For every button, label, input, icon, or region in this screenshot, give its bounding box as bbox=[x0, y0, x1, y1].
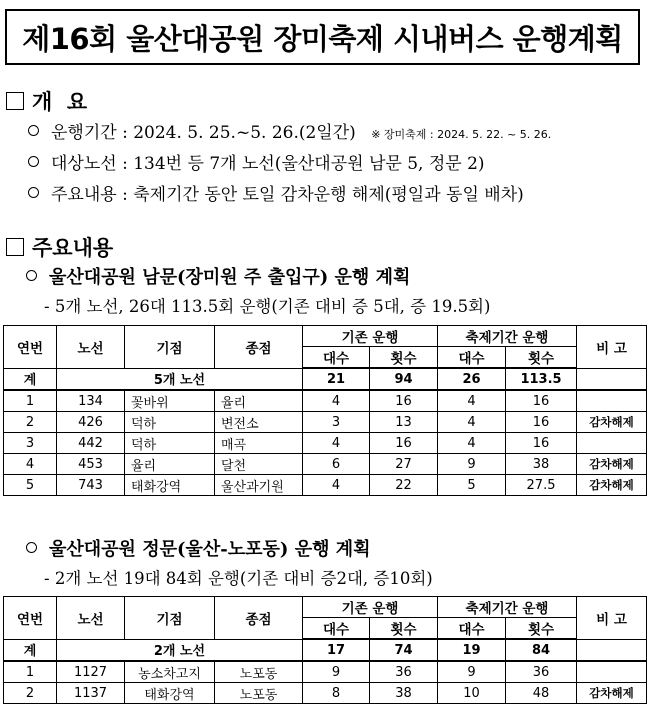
circle-bullet-icon bbox=[28, 187, 39, 198]
overview-item-content: 주요내용 : 축제기간 동안 토일 감차운행 해제(평일과 동일 배차) bbox=[28, 180, 524, 205]
table-row: 2 1137 태화강역 노포동 8 38 10 48 감차해제 bbox=[4, 683, 647, 704]
col-no: 연번 bbox=[4, 597, 57, 640]
col-end: 종점 bbox=[215, 326, 303, 369]
overview-item-routes: 대상노선 : 134번 등 7개 노선(울산대공원 남문 5, 정문 2) bbox=[28, 149, 485, 174]
col-existing: 기존 운행 bbox=[303, 597, 438, 618]
circle-bullet-icon bbox=[26, 542, 37, 553]
col-existing-trips: 횟수 bbox=[370, 618, 438, 640]
total-row: 계 2개 노선 17 74 19 84 bbox=[4, 639, 647, 661]
page-title: 제16회 울산대공원 장미축제 시내버스 운행계획 bbox=[22, 21, 623, 56]
south-gate-table bbox=[3, 325, 647, 496]
col-route: 노선 bbox=[57, 597, 125, 640]
col-start: 기점 bbox=[125, 597, 215, 640]
col-festival: 축제기간 운행 bbox=[438, 597, 577, 618]
main-gate-table bbox=[3, 596, 647, 704]
col-route: 노선 bbox=[57, 326, 125, 369]
col-existing-trips: 횟수 bbox=[370, 347, 438, 369]
col-no: 연번 bbox=[4, 326, 57, 369]
table-row: 2 426 덕하 변전소 3 13 4 16 감차해제 bbox=[4, 412, 647, 433]
title-box bbox=[5, 9, 640, 65]
col-end: 종점 bbox=[215, 597, 303, 640]
south-gate-subtitle: 울산대공원 남문(장미원 주 출입구) 운행 계획 bbox=[26, 263, 410, 289]
col-festival-vehicles: 대수 bbox=[438, 347, 506, 369]
festival-period-note: ※ 장미축제 : 2024. 5. 22. ~ 5. 26. bbox=[371, 128, 552, 141]
circle-bullet-icon bbox=[26, 270, 37, 281]
col-remarks: 비 고 bbox=[577, 326, 647, 369]
circle-bullet-icon bbox=[28, 125, 39, 136]
south-gate-desc: - 5개 노선, 26대 113.5회 운행(기존 대비 증 5대, 증 19.5회) bbox=[44, 297, 491, 316]
main-gate-subtitle: 울산대공원 정문(울산-노포동) 운행 계획 bbox=[26, 535, 371, 561]
circle-bullet-icon bbox=[28, 156, 39, 167]
section-main-heading: 주요내용 bbox=[6, 232, 113, 262]
col-existing-vehicles: 대수 bbox=[303, 618, 370, 640]
col-festival-trips: 횟수 bbox=[506, 618, 577, 640]
square-bullet-icon bbox=[6, 238, 24, 256]
main-gate-desc: - 2개 노선 19대 84회 운행(기존 대비 증2대, 증10회) bbox=[44, 569, 433, 588]
table-row: 4 453 율리 달천 6 27 9 38 감차해제 bbox=[4, 454, 647, 475]
col-existing-vehicles: 대수 bbox=[303, 347, 370, 369]
table-row: 1 134 꽃바위 율리 4 16 4 16 bbox=[4, 390, 647, 412]
section-overview-heading: 개 요 bbox=[6, 86, 87, 116]
table-row: 3 442 덕하 매곡 4 16 4 16 bbox=[4, 433, 647, 454]
total-row: 계 5개 노선 21 94 26 113.5 bbox=[4, 368, 647, 390]
col-festival-vehicles: 대수 bbox=[438, 618, 506, 640]
col-start: 기점 bbox=[125, 326, 215, 369]
col-existing: 기존 운행 bbox=[303, 326, 438, 347]
col-festival: 축제기간 운행 bbox=[438, 326, 577, 347]
table-row: 1 1127 농소차고지 노포동 9 36 9 36 bbox=[4, 661, 647, 683]
overview-item-period: 운행기간 : 2024. 5. 25.~5. 26.(2일간) ※ 장미축제 : 2024. 5. 22. ~ 5. 26. bbox=[28, 118, 551, 143]
square-bullet-icon bbox=[6, 92, 24, 110]
col-festival-trips: 횟수 bbox=[506, 347, 577, 369]
table-row: 5 743 태화강역 울산과기원 4 22 5 27.5 감차해제 bbox=[4, 475, 647, 496]
col-remarks: 비 고 bbox=[577, 597, 647, 640]
